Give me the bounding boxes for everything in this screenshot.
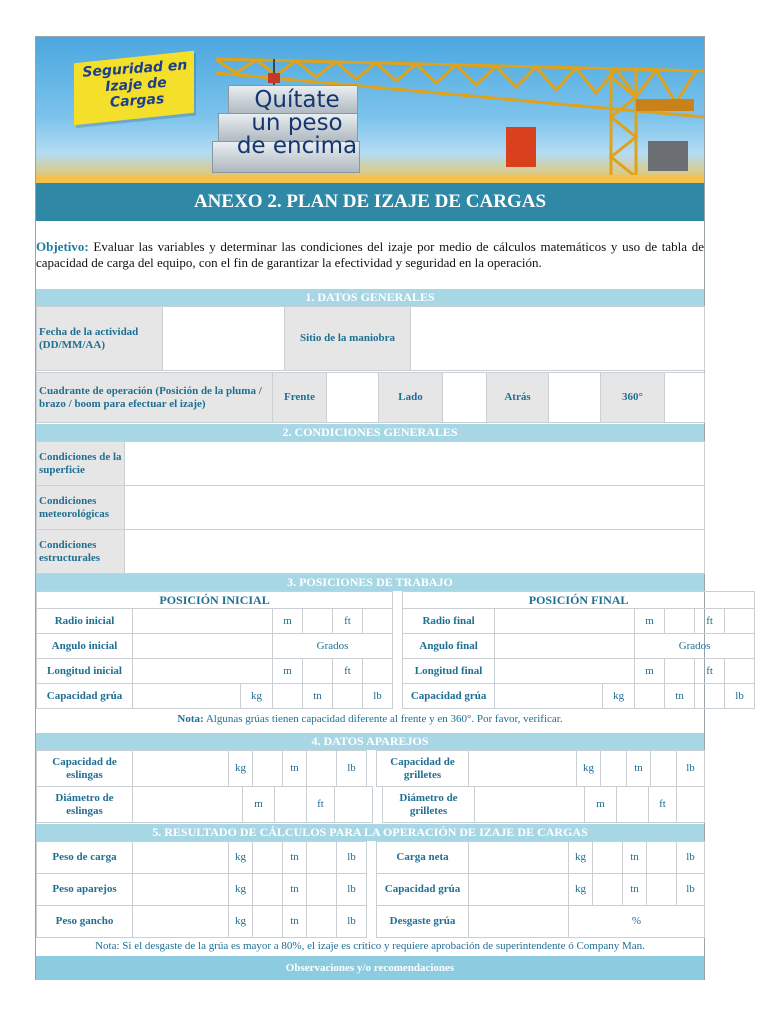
estructurales-field[interactable]	[125, 530, 705, 574]
unit-grados: Grados	[635, 634, 755, 659]
unit-tn: tn	[283, 751, 307, 787]
objective-text: Evaluar las variables y determinar las condiciones del izaje por medio de cálculos matemáticos y uso de tabla de capacidad de carga del equipo, con el fin de garantizar la efectividad y seguridad en la operación.	[36, 239, 704, 270]
peso-carga-field[interactable]	[133, 842, 229, 874]
section-2-header: 2. CONDICIONES GENERALES	[36, 424, 704, 441]
unit-m: m	[273, 659, 303, 684]
grilletes-tn[interactable]	[651, 751, 677, 787]
unit-tn: tn	[303, 684, 333, 709]
unit-kg: kg	[577, 751, 601, 787]
note-capacidad	[36, 713, 704, 725]
peso-aparejos-kg[interactable]	[253, 874, 283, 906]
superficie-field[interactable]	[125, 442, 705, 486]
unit-lb: lb	[677, 874, 705, 906]
peso-gancho-tn[interactable]	[307, 906, 337, 938]
unit-lb: lb	[363, 684, 393, 709]
radio-final-label: Radio final	[403, 609, 495, 634]
eslingas-label: Capacidad de eslingas	[37, 751, 133, 787]
unit-ft: ft	[307, 787, 335, 823]
diam-eslingas-ft[interactable]	[335, 787, 373, 823]
peso-gancho-kg[interactable]	[253, 906, 283, 938]
meteo-field[interactable]	[125, 486, 705, 530]
unit-tn: tn	[623, 842, 647, 874]
eslingas-field[interactable]	[133, 751, 229, 787]
cap-grua-field[interactable]	[469, 874, 569, 906]
atras-label: Atrás	[487, 373, 549, 423]
360-label: 360°	[601, 373, 665, 423]
note-lead: Nota:	[177, 713, 204, 725]
observaciones-header: Observaciones y/o recomendaciones	[36, 956, 704, 980]
posicion-final-header: POSICIÓN FINAL	[403, 592, 755, 609]
slogan	[222, 89, 372, 158]
section-4-header: 4. DATOS APAREJOS	[36, 733, 704, 750]
longitud-inicial-ft[interactable]	[363, 659, 393, 684]
peso-aparejos-tn[interactable]	[307, 874, 337, 906]
unit-kg: kg	[603, 684, 635, 709]
unit-tn: tn	[665, 684, 695, 709]
frente-label: Frente	[273, 373, 327, 423]
section-5-header: 5. RESULTADO DE CÁLCULOS PARA LA OPERACIÓN DE IZAJE DE CARGAS	[36, 824, 704, 841]
desgaste-field[interactable]	[469, 906, 569, 938]
unit-lb: lb	[677, 842, 705, 874]
unit-kg: kg	[569, 842, 593, 874]
unit-m: m	[585, 787, 617, 823]
longitud-inicial-label: Longitud inicial	[37, 659, 133, 684]
unit-m: m	[273, 609, 303, 634]
longitud-final-field[interactable]	[495, 659, 635, 684]
longitud-inicial-field[interactable]	[133, 659, 273, 684]
capacidad-inicial-field[interactable]	[133, 684, 241, 709]
peso-gancho-field[interactable]	[133, 906, 229, 938]
meteo-label: Condiciones meteorológicas	[37, 486, 125, 530]
radio-inicial-ft[interactable]	[363, 609, 393, 634]
aparejos-table	[36, 750, 705, 787]
capacidad-final-tn[interactable]	[695, 684, 725, 709]
unit-lb: lb	[337, 842, 367, 874]
badge-title: Seguridad en Izaje de Cargas	[81, 57, 188, 111]
fecha-label: Fecha de la actividad (DD/MM/AA)	[37, 307, 163, 371]
peso-carga-label: Peso de carga	[37, 842, 133, 874]
banner	[36, 37, 704, 183]
unit-kg: kg	[229, 874, 253, 906]
carga-neta-kg[interactable]	[593, 842, 623, 874]
unit-lb: lb	[337, 751, 367, 787]
eslingas-kg[interactable]	[253, 751, 283, 787]
radio-inicial-label: Radio inicial	[37, 609, 133, 634]
unit-grados: Grados	[273, 634, 393, 659]
unit-tn: tn	[283, 874, 307, 906]
unit-tn: tn	[627, 751, 651, 787]
posiciones-table	[36, 591, 755, 709]
unit-kg: kg	[241, 684, 273, 709]
carga-neta-field[interactable]	[469, 842, 569, 874]
angulo-final-field[interactable]	[495, 634, 635, 659]
peso-carga-tn[interactable]	[307, 842, 337, 874]
cuadrante-label: Cuadrante de operación (Posición de la pluma / brazo / boom para efectuar el izaje)	[37, 373, 273, 423]
unit-ft: ft	[333, 609, 363, 634]
unit-kg: kg	[229, 751, 253, 787]
unit-kg: kg	[229, 842, 253, 874]
datos-generales-table	[36, 306, 705, 371]
diam-eslingas-label: Diámetro de eslingas	[37, 787, 133, 823]
unit-lb: lb	[337, 874, 367, 906]
longitud-inicial-m[interactable]	[303, 659, 333, 684]
unit-ft: ft	[649, 787, 677, 823]
capacidad-inicial-tn[interactable]	[333, 684, 363, 709]
cuadrante-table	[36, 372, 705, 423]
unit-ft: ft	[695, 609, 725, 634]
cap-grua-label: Capacidad grúa	[377, 874, 469, 906]
fecha-field[interactable]	[163, 307, 285, 371]
objective	[36, 239, 704, 271]
atras-field[interactable]	[549, 373, 601, 423]
longitud-final-ft[interactable]	[725, 659, 755, 684]
sitio-field[interactable]	[411, 307, 705, 371]
angulo-final-label: Angulo final	[403, 634, 495, 659]
unit-m: m	[635, 609, 665, 634]
peso-aparejos-label: Peso aparejos	[37, 874, 133, 906]
lado-field[interactable]	[443, 373, 487, 423]
unit-lb: lb	[677, 751, 705, 787]
longitud-final-label: Longitud final	[403, 659, 495, 684]
sitio-label: Sitio de la maniobra	[285, 307, 411, 371]
radio-final-field[interactable]	[495, 609, 635, 634]
slogan-line: de encima	[236, 133, 358, 159]
diam-grilletes-field[interactable]	[475, 787, 585, 823]
cap-grua-tn[interactable]	[647, 874, 677, 906]
desgaste-label: Desgaste grúa	[377, 906, 469, 938]
unit-m: m	[635, 659, 665, 684]
longitud-final-m[interactable]	[665, 659, 695, 684]
angulo-inicial-field[interactable]	[133, 634, 273, 659]
note-text: Algunas grúas tienen capacidad diferente al frente y en 360°. Por favor, verificar.	[205, 713, 563, 725]
diam-eslingas-m[interactable]	[275, 787, 307, 823]
radio-final-ft[interactable]	[725, 609, 755, 634]
eslingas-tn[interactable]	[307, 751, 337, 787]
radio-final-m[interactable]	[665, 609, 695, 634]
diam-grilletes-label: Diámetro de grilletes	[383, 787, 475, 823]
section-1-header: 1. DATOS GENERALES	[36, 289, 704, 306]
unit-lb: lb	[337, 906, 367, 938]
capacidad-inicial-kg[interactable]	[273, 684, 303, 709]
unit-percent: %	[569, 906, 705, 938]
grilletes-kg[interactable]	[601, 751, 627, 787]
slogan-line: Quítate	[254, 87, 340, 113]
resultados-table	[36, 841, 705, 938]
lado-label: Lado	[379, 373, 443, 423]
unit-kg: kg	[229, 906, 253, 938]
objective-lead: Objetivo:	[36, 239, 89, 254]
unit-ft: ft	[333, 659, 363, 684]
note-desgaste: Nota: Si el desgaste de la grúa es mayor a 80%, el izaje es crítico y requiere aprobación de superintendente ó Company Man.	[95, 940, 645, 952]
capacidad-final-label: Capacidad grúa	[403, 684, 495, 709]
carga-neta-label: Carga neta	[377, 842, 469, 874]
360-field[interactable]	[665, 373, 705, 423]
capacidad-final-field[interactable]	[495, 684, 603, 709]
grilletes-label: Capacidad de grilletes	[377, 751, 469, 787]
radio-inicial-field[interactable]	[133, 609, 273, 634]
diam-grilletes-ft[interactable]	[677, 787, 705, 823]
radio-inicial-m[interactable]	[303, 609, 333, 634]
slogan-line: un peso	[251, 110, 343, 136]
cap-grua-kg[interactable]	[593, 874, 623, 906]
diametros-table	[36, 786, 705, 823]
form-title: ANEXO 2. PLAN DE IZAJE DE CARGAS	[36, 183, 704, 221]
unit-tn: tn	[283, 906, 307, 938]
capacidad-inicial-label: Capacidad grúa	[37, 684, 133, 709]
condiciones-table	[36, 441, 705, 574]
estructurales-label: Condiciones estructurales	[37, 530, 125, 574]
unit-ft: ft	[695, 659, 725, 684]
peso-gancho-label: Peso gancho	[37, 906, 133, 938]
unit-tn: tn	[623, 874, 647, 906]
form-page	[35, 36, 744, 980]
capacidad-final-kg[interactable]	[635, 684, 665, 709]
peso-aparejos-field[interactable]	[133, 874, 229, 906]
unit-tn: tn	[283, 842, 307, 874]
angulo-inicial-label: Angulo inicial	[37, 634, 133, 659]
grilletes-field[interactable]	[469, 751, 577, 787]
carga-neta-tn[interactable]	[647, 842, 677, 874]
superficie-label: Condiciones de la superficie	[37, 442, 125, 486]
section-3-header: 3. POSICIONES DE TRABAJO	[36, 574, 704, 591]
diam-grilletes-m[interactable]	[617, 787, 649, 823]
unit-kg: kg	[569, 874, 593, 906]
frente-field[interactable]	[327, 373, 379, 423]
peso-carga-kg[interactable]	[253, 842, 283, 874]
unit-lb: lb	[725, 684, 755, 709]
diam-eslingas-field[interactable]	[133, 787, 243, 823]
posicion-inicial-header: POSICIÓN INICIAL	[37, 592, 393, 609]
unit-m: m	[243, 787, 275, 823]
